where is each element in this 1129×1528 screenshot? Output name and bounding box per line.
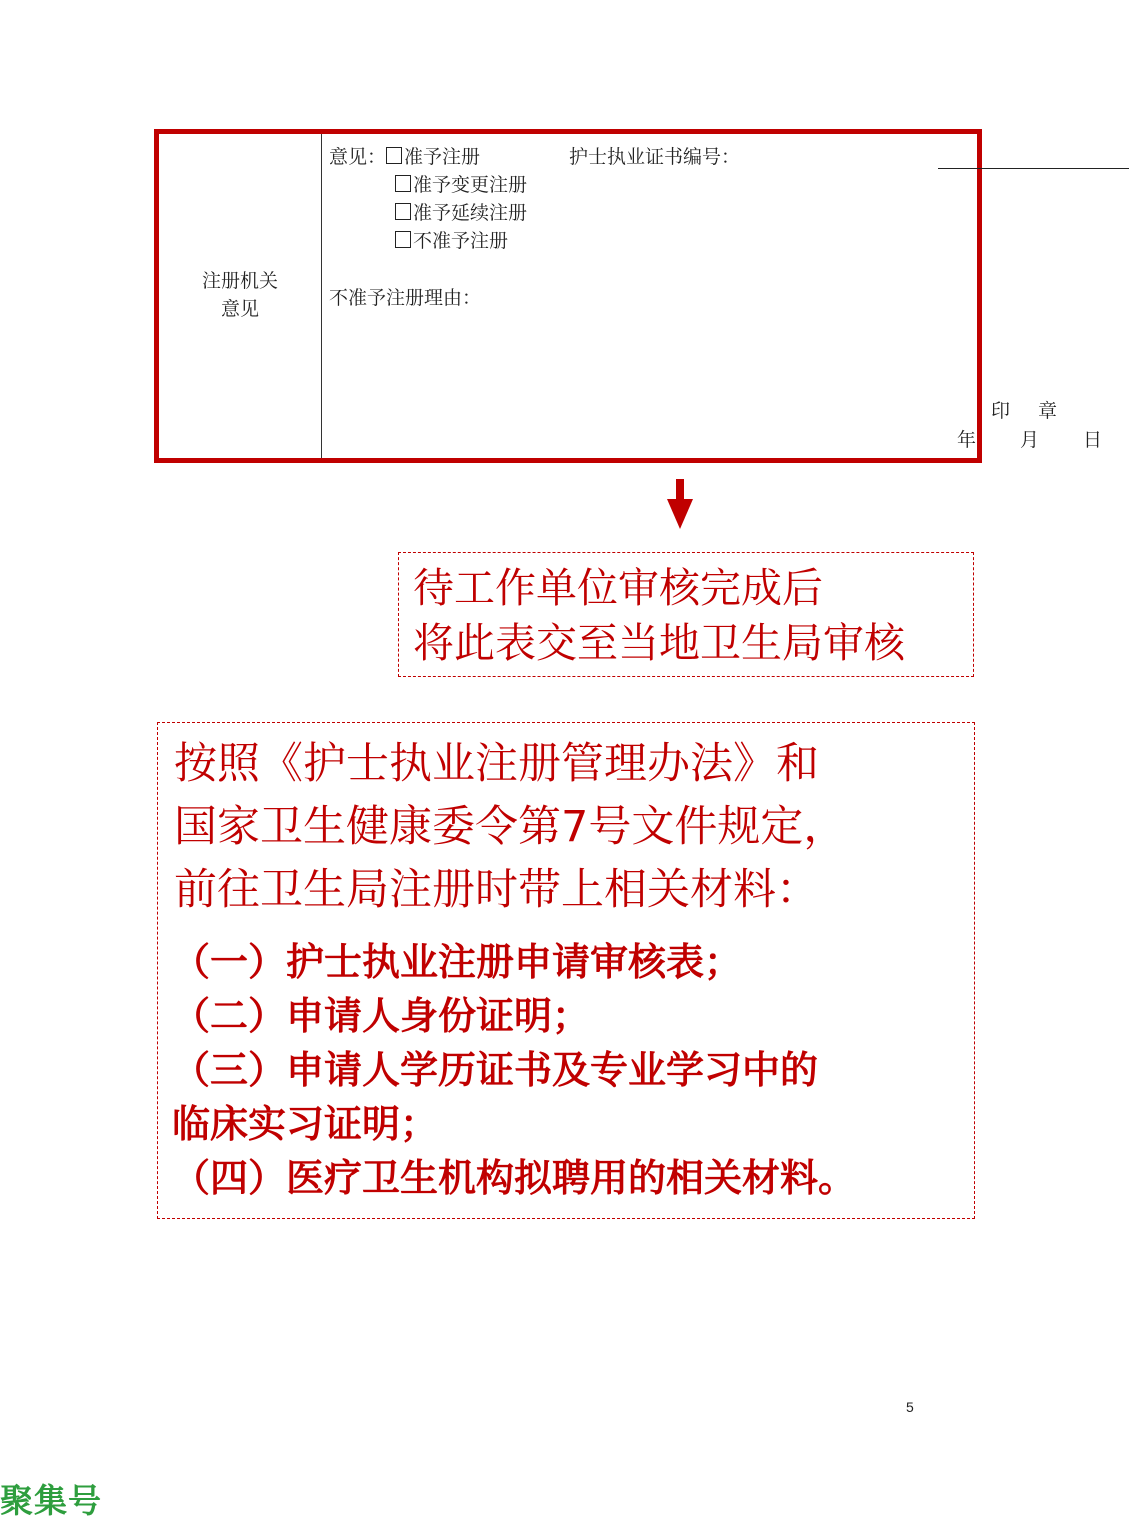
- seal-label: 印章: [991, 400, 1086, 422]
- down-arrow-icon: [667, 499, 693, 529]
- opinion-row-1: [329, 144, 480, 170]
- intro-line2: 国家卫生健康委令第7号文件规定，: [174, 802, 847, 852]
- cert-number-label: 护士执业证书编号：: [569, 146, 741, 168]
- registration-opinion-form: [154, 129, 1103, 463]
- opinion-row-4: [395, 228, 508, 254]
- materials-list: [172, 935, 856, 1205]
- checkbox-approve-renewal[interactable]: [395, 203, 411, 220]
- date-day: 日: [1083, 429, 1103, 451]
- opinion-row-3: [395, 200, 527, 226]
- cert-number-field[interactable]: [938, 168, 1129, 169]
- option-approve-label: 准予注册: [404, 146, 481, 168]
- opinion-row-2: [395, 172, 527, 198]
- date-month: 月: [1020, 429, 1040, 451]
- date-year: 年: [957, 429, 977, 451]
- submission-note-text: [413, 561, 905, 671]
- list-item-1: （一）护士执业注册申请审核表；: [172, 940, 743, 984]
- registration-authority-label: [159, 267, 321, 323]
- option-approve-change-label: 准予变更注册: [413, 174, 528, 196]
- checkbox-approve[interactable]: [386, 147, 402, 164]
- rejection-reason-label: 不准予注册理由：: [329, 287, 482, 309]
- list-item-2: （二）申请人身份证明；: [172, 994, 591, 1038]
- down-arrow-shaft: [676, 479, 684, 501]
- note1-line1: 待工作单位审核完成后: [413, 564, 823, 612]
- page-number: 5: [906, 1399, 914, 1415]
- opinion-cell: [329, 134, 1103, 458]
- date-row: [957, 427, 1102, 453]
- intro-line3: 前往卫生局注册时带上相关材料：: [174, 865, 819, 915]
- list-item-4: （四）医疗卫生机构拟聘用的相关材料。: [172, 1156, 857, 1200]
- opinion-label: 意见：: [329, 146, 387, 168]
- left-label-line2: 意见: [220, 298, 259, 320]
- intro-line1: 按照《护士执业注册管理办法》和: [174, 739, 819, 789]
- checkbox-reject[interactable]: [395, 231, 411, 248]
- materials-note-box: [157, 722, 975, 1219]
- column-divider: [321, 134, 322, 458]
- list-item-3-line1: （三）申请人学历证书及专业学习中的: [172, 1048, 819, 1092]
- option-reject-label: 不准予注册: [413, 230, 509, 252]
- left-label-line1: 注册机关: [201, 270, 278, 292]
- list-item-3-line2: 临床实习证明；: [172, 1102, 439, 1146]
- watermark-logo: 聚集号: [0, 1481, 102, 1520]
- form-table: [159, 134, 1103, 458]
- checkbox-approve-change[interactable]: [395, 175, 411, 192]
- note1-line2: 将此表交至当地卫生局审核: [413, 619, 905, 667]
- option-approve-renewal-label: 准予延续注册: [413, 202, 528, 224]
- materials-intro: [174, 733, 846, 922]
- submission-note-box: [398, 552, 974, 677]
